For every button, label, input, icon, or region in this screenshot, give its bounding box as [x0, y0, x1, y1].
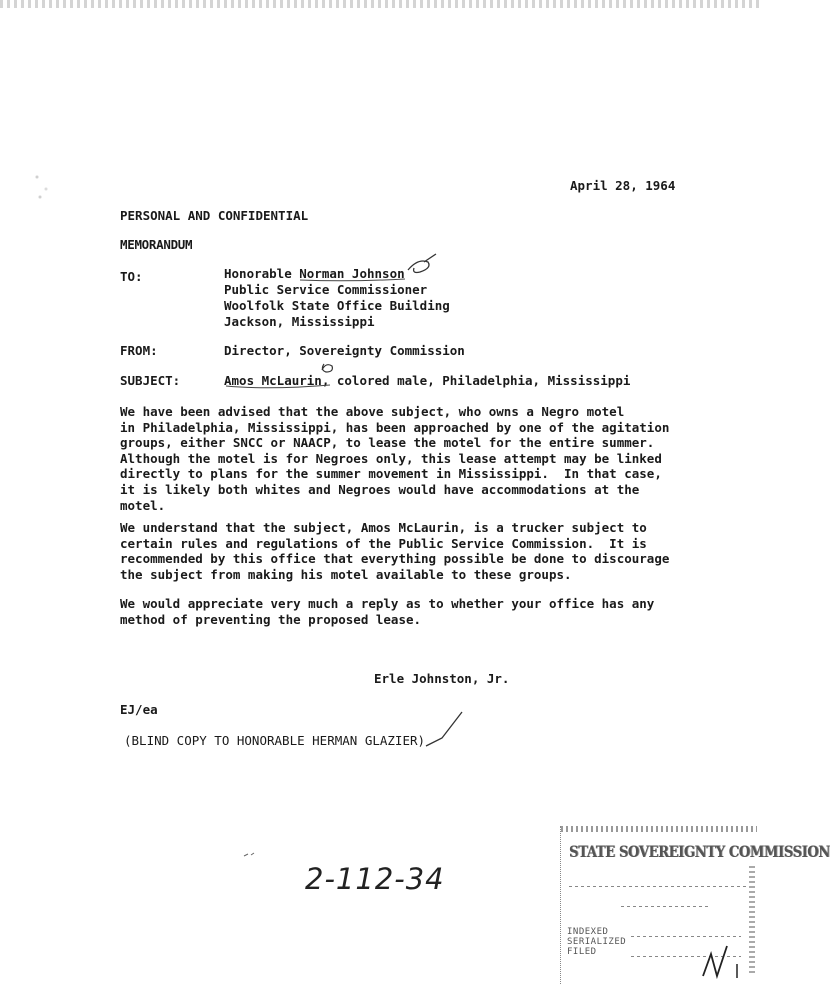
paragraph-line: Although the motel is for Negroes only, this lease attempt may be linked — [120, 450, 662, 466]
paragraph-line: motel. — [120, 497, 166, 513]
paragraph-line: We understand that the subject, Amos McLaurin, is a trucker subject to — [120, 520, 647, 535]
from-label: FROM: — [120, 343, 158, 358]
paragraph-line: directly to plans for the summer movement in Mississippi. In that case, — [120, 466, 662, 482]
reference-initials: EJ/ea — [120, 702, 158, 717]
subject-value: Amos McLaurin, colored male, Philadelphia, Mississippi — [224, 373, 631, 388]
paragraph-line: groups, either SNCC or NAACP, to lease the motel for the entire summer. — [120, 435, 655, 451]
paragraph-line: We have been advised that the above subject, who owns a Negro motel — [120, 404, 625, 419]
archive-stamp — [560, 826, 830, 984]
to-label: TO: — [120, 269, 143, 284]
paragraph-line: method of preventing the proposed lease. — [120, 611, 422, 627]
underline-mark — [226, 385, 330, 388]
stamp-serialized: SERIALIZED — [567, 937, 627, 947]
to-line-building: Woolfolk State Office Building — [224, 298, 450, 313]
blind-copy-note: (BLIND COPY TO HONORABLE HERMAN GLAZIER) — [124, 733, 426, 748]
to-line-city: Jackson, Mississippi — [224, 314, 375, 329]
underline-mark — [300, 279, 405, 281]
stamp-initials — [561, 826, 830, 984]
memo-date: April 28, 1964 — [570, 178, 676, 193]
stamp-filed: FILED — [567, 947, 597, 957]
stray-mark — [244, 853, 254, 856]
to-line-name: Honorable Norman Johnson — [224, 266, 405, 281]
handwritten-file-number: 2-112-34 — [305, 862, 445, 896]
paragraph-line: certain rules and regulations of the Public Service Commission. It is — [120, 535, 647, 551]
stamp-title: STATE SOVEREIGNTY COMMISSION — [569, 842, 830, 861]
paragraph-line: in Philadelphia, Mississippi, has been approached by one of the agitation — [120, 419, 670, 435]
signature-name: Erle Johnston, Jr. — [374, 671, 510, 686]
paragraph-line: We would appreciate very much a reply as to whether your office has any — [120, 596, 655, 611]
check-mark — [408, 254, 436, 273]
check-mark — [322, 364, 332, 372]
confidential-heading: PERSONAL AND CONFIDENTIAL — [120, 208, 309, 223]
paragraph-line: recommended by this office that everything possible be done to discourage — [120, 551, 670, 567]
paragraph-line: it is likely both whites and Negroes would have accommodations at the — [120, 481, 640, 497]
memorandum-heading: MEMORANDUM — [120, 237, 193, 252]
to-line-title: Public Service Commissioner — [224, 282, 428, 297]
stamp-indexed: INDEXED — [567, 927, 609, 937]
slash-mark — [426, 712, 462, 746]
paragraph-line: the subject from making his motel available to these groups. — [120, 566, 572, 582]
from-value: Director, Sovereignty Commission — [224, 343, 465, 358]
subject-label: SUBJECT: — [120, 373, 181, 388]
